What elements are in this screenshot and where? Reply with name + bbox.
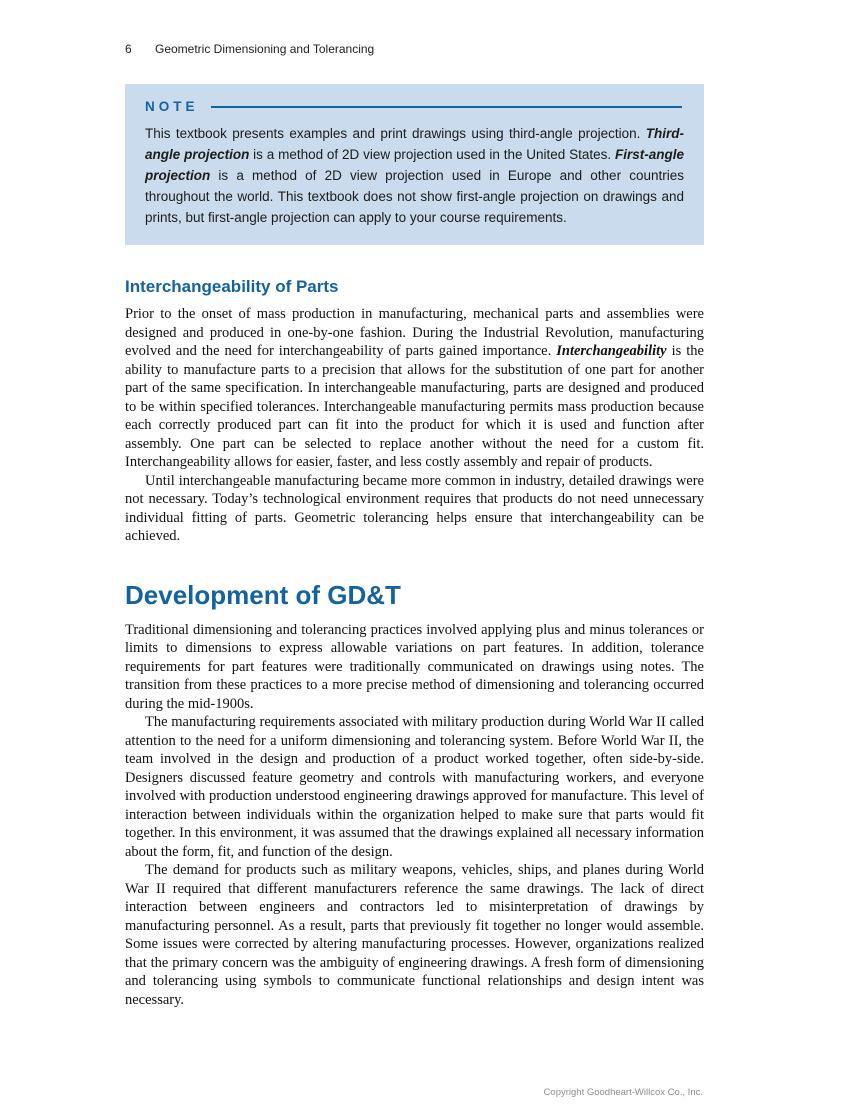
section-development-of-gdt <box>125 580 704 1010</box>
note-text-segment: is a method of 2D view projection used in Europe and other countries throughout the world. This textbook does not show first-angle projection on drawings and prints, but first-angle projection can apply to your course requirements. <box>145 168 684 225</box>
note-box <box>125 84 704 245</box>
paragraph: Until interchangeable manufacturing became more common in industry, detailed drawings were not necessary. Today’s technological environment requires that products do not need unnecessary individual fitting of parts. Geometric tolerancing helps ensure that interchangeability can be achieved. <box>125 472 704 544</box>
note-header <box>145 99 684 114</box>
note-term-first-angle: First-angle projection <box>145 147 685 183</box>
section-interchangeability <box>125 277 704 546</box>
paragraph: Traditional dimensioning and tolerancing practices involved applying plus and minus tolerances or limits to dimensions to express allowable variations on part features. In addition, tolerance requirements for part features were traditionally communicated on drawings using notes. The transition from these practices to a more precise method of dimensioning and tolerancing occurred during the mid-1900s. <box>125 621 704 712</box>
paragraph: The manufacturing requirements associated with military production during World War II called attention to the need for a uniform dimensioning and tolerancing system. Before World War II, the team involved in the design and production of a product worked together, often side-by-side. Designers discussed feature geometry and controls with manufacturing workers, and everyone involved with production understood engineering drawings approved for manufacture. This level of interaction between individuals within the organization helped to make sure that parts would fit together. In this environment, it was assumed that the drawings explained all necessary information about the form, fit, and function of the design. <box>125 714 704 860</box>
copyright-notice: Copyright Goodheart-Willcox Co., Inc. <box>543 1087 703 1098</box>
paragraph <box>125 305 704 472</box>
page-header <box>125 42 704 56</box>
note-text-segment: is a method of 2D view projection used in the United States. <box>249 147 615 162</box>
note-body <box>145 123 684 228</box>
note-rule-line <box>211 106 682 108</box>
page-number: 6 <box>125 42 132 56</box>
section-heading-interchangeability: Interchangeability of Parts <box>125 277 339 296</box>
term-interchangeability: Interchangeability <box>556 343 667 359</box>
note-label: NOTE <box>145 99 199 114</box>
paragraph-text-segment: Prior to the onset of mass production in manufacturing, mechanical parts and assemblies were designed and produced in one-by-one fashion. During the Industrial Revolution, manufacturing evolved and the need for interchangeability of parts gained importance. <box>125 306 704 359</box>
note-term-third-angle: Third-angle projection <box>145 126 684 162</box>
paragraph-text-segment: is the ability to manufacture parts to a precision that allows for the substitution of one part for another part of the same specification. In interchangeable manufacturing, parts are designed and produced to be within specified tolerances. Interchangeable manufacturing permits mass production because each correctly produced part can fit into the product for which it is used and function after assembly. One part can be selected to replace another without the need for a custom fit. Interchangeability allows for easier, faster, and less costly assembly and repair of products. <box>125 343 704 470</box>
note-text-segment: This textbook presents examples and print drawings using third-angle projection. <box>145 126 646 141</box>
running-title: Geometric Dimensioning and Tolerancing <box>155 42 375 56</box>
paragraph: The demand for products such as military weapons, vehicles, ships, and planes during World War II required that different manufacturers reference the same drawings. The lack of direct interaction between engineers and contractors led to misinterpretation of drawings by manufacturing personnel. As a result, parts that previously fit together no longer would assemble. Some issues were corrected by altering manufacturing processes. However, organizations realized that the primary concern was the ambiguity of engineering drawings. A fresh form of dimensioning and tolerancing using symbols to communicate functional relationships and design intent was necessary. <box>125 862 704 1008</box>
section-heading-development: Development of GD&T <box>125 579 401 610</box>
